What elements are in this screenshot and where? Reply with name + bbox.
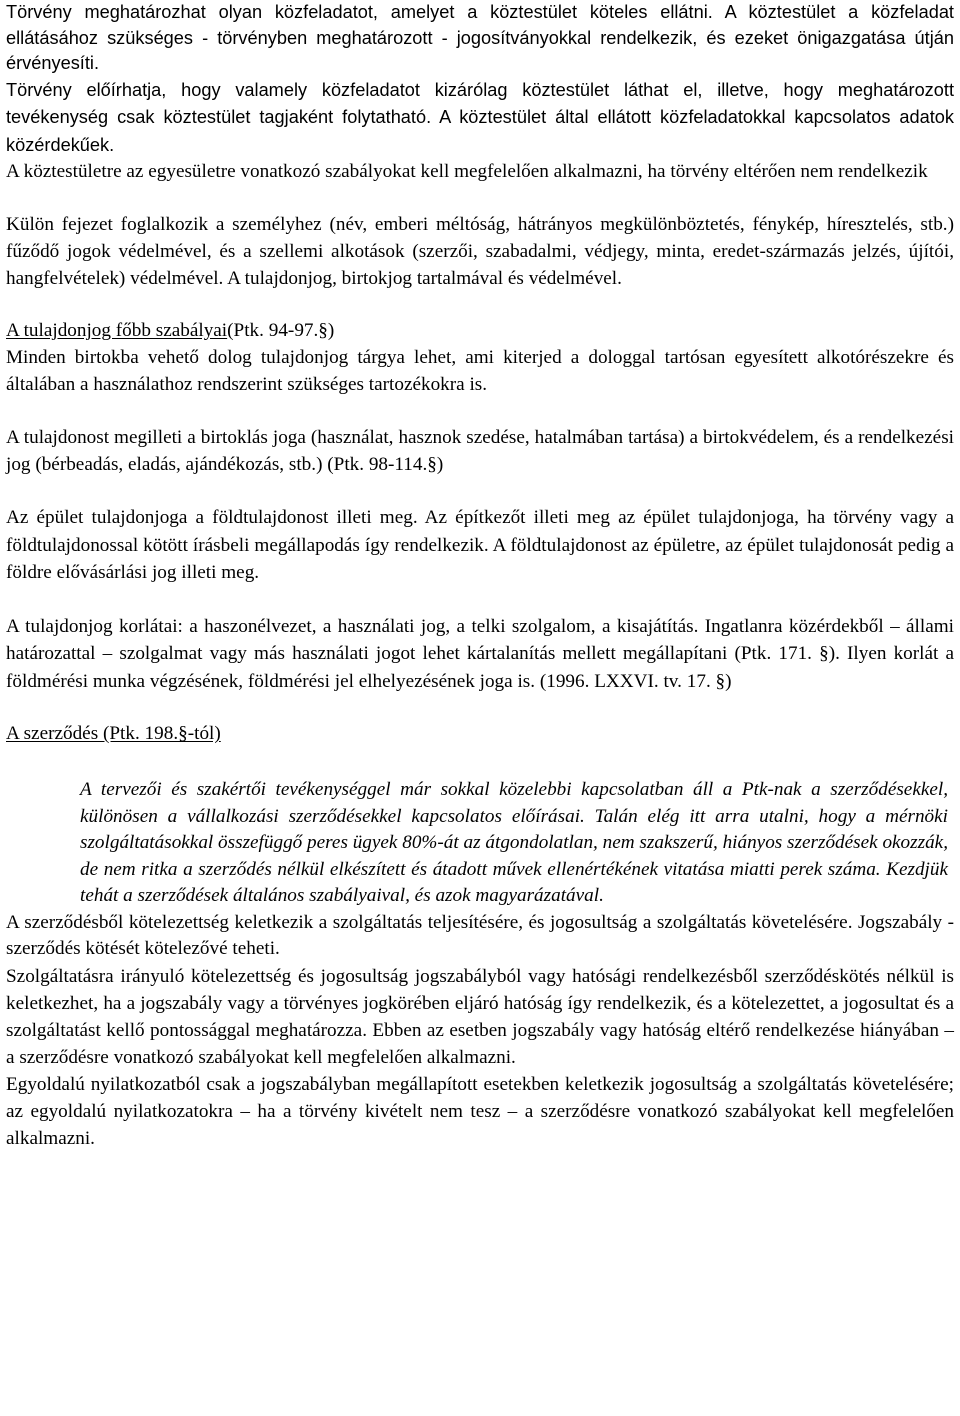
- heading-tulajdonjog: [6, 318, 954, 344]
- paragraph-egyesuleti-szabalyok: A köztestületre az egyesületre vonatkozó szabályokat kell megfelelően alkalmazni, ha törvény eltérően nem rendelkezik: [6, 161, 928, 182]
- heading-szerzodes-text: A szerződés (Ptk. 198.§-tól): [6, 723, 221, 744]
- spacer: [6, 185, 954, 211]
- spacer: [6, 398, 954, 424]
- paragraph-egyoldalu-nyilatkozat: Egyoldalú nyilatkozatból csak a jogszabályban megállapított esetekben keletkezik jogosultság a szolgáltatás követelésére; az egyoldalú nyilatkozatokra – ha a törvény kivételt nem tesz – a szerződésre vonatkozó szabályokat kell megfelelően alkalmazni.: [6, 1073, 954, 1149]
- spacer: [6, 478, 954, 504]
- spacer: [6, 292, 954, 318]
- paragraph-szemelyhez-fuzodo: Külön fejezet foglalkozik a személyhez (név, emberi méltóság, hátrányos megkülönböztetés, fénykép, híresztelés, stb.) fűződő jogok védelmével, és a szellemi alkotások (szerzői, szabadalmi, védjegy, minta, eredet-származás jelzés, újítói, hangfelvételek) védelmével. A tulajdonjog, birtokjog tartalmával és védelmével.: [6, 214, 954, 289]
- spacer: [6, 695, 954, 721]
- heading-szerzodes: [6, 721, 954, 747]
- paragraph-tulajdonjog-korlatai: A tulajdonjog korlátai: a haszonélvezet, a használati jog, a telki szolgalom, a kisajátítás. Ingatlanra közérdekből – állami határozattal – szolgalmat vagy más használati jogot lehet kártalanítás mellett megállapítani (Ptk. 171. §). Ilyen korlát a földmérési munka végzésének, földmérési jel elhelyezésének joga is. (1996. LXXVI. tv. 17. §): [6, 615, 954, 692]
- paragraph-szerzodesbol-kotelezettseg: A szerződésből kötelezettség keletkezik a szolgáltatás teljesítésére, és jogosultság a szolgáltatás követelésére. Jogszabály - szerződés kötését kötelezővé teheti.: [6, 911, 954, 959]
- paragraph-kizarolagos: Törvény előírhatja, hogy valamely közfeladatot kizárólag köztestület láthat el, illetve, hogy meghatározott tevékenység csak köztestület tagjaként folytatható. A köztestület által ellátott közfeladatokkal kapcsolatos adatok közérdekűek.: [6, 79, 954, 155]
- paragraph-tulajdonos-jogai: A tulajdonost megilleti a birtoklás joga (használat, hasznok szedése, hatalmában tartása) a birtokvédelem, és a rendelkezési jog (bérbeadás, eladás, ajándékozás, stb.) (Ptk. 98-114.§): [6, 427, 954, 475]
- paragraph-kozfeladat: Törvény meghatározhat olyan közfeladatot, amelyet a köztestület köteles ellátni. A köztestület a közfeladat ellátásához szükséges - törvényben meghatározott - jogosítványokkal rendelkezik, és ezeket önigazgatása útján érvényesíti.: [6, 2, 954, 73]
- italic-intro-szerzodesek: A tervezői és szakértői tevékenységgel már sokkal közelebbi kapcsolatban áll a Ptk-nak a szerződésekkel, különösen a vállalkozási szerződésekkel kapcsolatos előírásai. Talán elég itt arra utalni, hogy a mérnöki szolgáltatásokkal összefüggő peres ügyek 80%-át az átgondolatlan, nem szakszerű, hiányos szerződések okozzák, de nem ritka a szerződés nélkül elkészített és átadott művek ellenértékének vitatása miatti perek száma. Kezdjük tehát a szerződések általános szabályaival, és azok magyarázatával.: [80, 779, 948, 906]
- heading-tulajdonjog-link: A tulajdonjog főbb szabályai: [6, 320, 228, 341]
- heading-tulajdonjog-ref: (Ptk. 94-97.§): [227, 320, 335, 341]
- paragraph-birtokba-veheto: Minden birtokba vehető dolog tulajdonjog tárgya lehet, ami kiterjed a dologgal tartósan egyesített alkotórészekre és általában a használathoz rendszerint szükséges tartozékokra is.: [6, 347, 954, 395]
- paragraph-epulet-tulajdonjoga: Az épület tulajdonjoga a földtulajdonost illeti meg. Az építkezőt illeti meg az épület tulajdonjoga, ha törvény vagy a földtulajdonossal kötött írásbeli megállapodás így rendelkezik. A földtulajdonost az épületre, az épület tulajdonosát pedig a földre elővásárlási jog illeti meg.: [6, 507, 954, 583]
- spacer: [6, 587, 954, 613]
- spacer: [6, 747, 954, 777]
- paragraph-szolgaltatasra-iranyulo: Szolgáltatásra irányuló kötelezettség és jogosultság jogszabályból vagy hatósági rendelkezésből szerződéskötés nélkül is keletkezhet, ha a jogszabály vagy a törvényes jogkörében eljáró hatóság így rendelkezik, és a kötelezettet, a jogosultat és a szolgáltatást kellő pontossággal meghatározza. Ebben az esetben jogszabály vagy hatóság eltérő rendelkezése hiányában – a szerződésre vonatkozó szabályokat kell megfelelően alkalmazni.: [6, 965, 954, 1068]
